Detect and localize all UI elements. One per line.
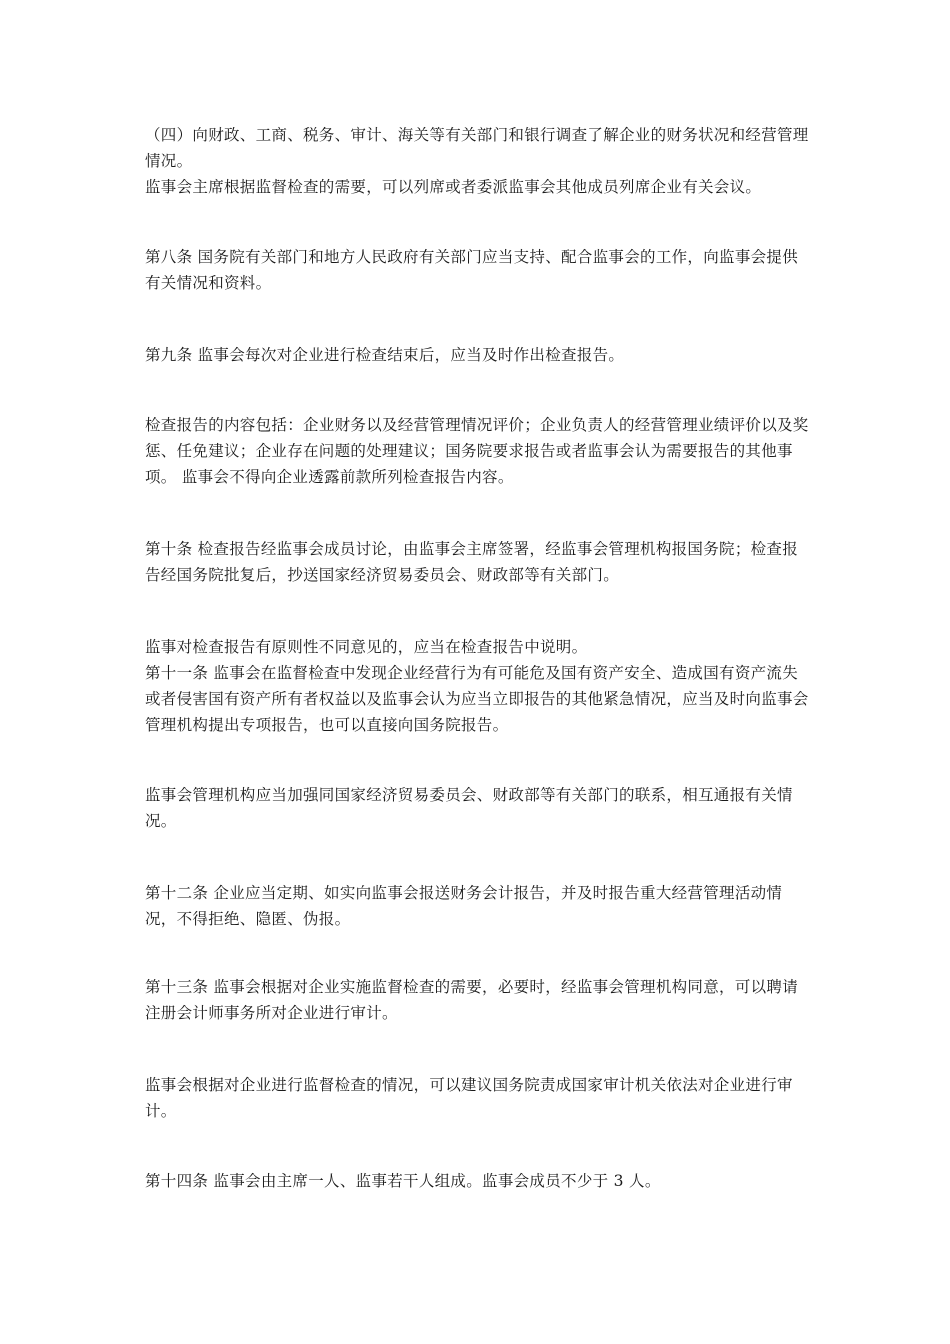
paragraph-article-14: 第十四条 监事会由主席一人、监事若干人组成。监事会成员不少于 3 人。 [145,1172,661,1190]
paragraph-agency-liaison: 监事会管理机构应当加强同国家经济贸易委员会、财政部等有关部门的联系，相互通报有关情况。 [145,786,793,830]
paragraph-audit-recommendation: 监事会根据对企业进行监督检查的情况，可以建议国务院责成国家审计机关依法对企业进行审计。 [145,1076,793,1120]
paragraph-article-13: 第十三条 监事会根据对企业实施监督检查的需要，必要时，经监事会管理机构同意，可以聘请注册会计师事务所对企业进行审计。 [145,978,799,1022]
paragraph-article-8: 第八条 国务院有关部门和地方人民政府有关部门应当支持、配合监事会的工作，向监事会提供有关情况和资料。 [145,248,799,292]
paragraph-article-9: 第九条 监事会每次对企业进行检查结束后，应当及时作出检查报告。 [145,346,625,364]
paragraph-item-4: （四）向财政、工商、税务、审计、海关等有关部门和银行调查了解企业的财务状况和经营管理情况。 [145,126,809,170]
paragraph-chairman-attend-meetings: 监事会主席根据监督检查的需要，可以列席或者委派监事会其他成员列席企业有关会议。 [145,178,762,196]
paragraph-article-11: 第十一条 监事会在监督检查中发现企业经营行为有可能危及国有资产安全、造成国有资产流失或者侵害国有资产所有者权益以及监事会认为应当立即报告的其他紧急情况，应当及时向监事会管理机构提出专项报告，也可以直接向国务院报告。 [145,664,809,734]
paragraph-article-10: 第十条 检查报告经监事会成员讨论，由监事会主席签署，经监事会管理机构报国务院；检查报告经国务院批复后，抄送国家经济贸易委员会、财政部等有关部门。 [145,540,799,584]
paragraph-article-12: 第十二条 企业应当定期、如实向监事会报送财务会计报告，并及时报告重大经营管理活动情况，不得拒绝、隐匿、伪报。 [145,884,783,928]
paragraph-report-contents: 检查报告的内容包括：企业财务以及经营管理情况评价；企业负责人的经营管理业绩评价以及奖惩、任免建议；企业存在问题的处理建议；国务院要求报告或者监事会认为需要报告的其他事项。 监事会不得向企业透露前款所列检查报告内容。 [145,416,809,486]
paragraph-supervisor-dissent: 监事对检查报告有原则性不同意见的，应当在检查报告中说明。 [145,638,588,656]
